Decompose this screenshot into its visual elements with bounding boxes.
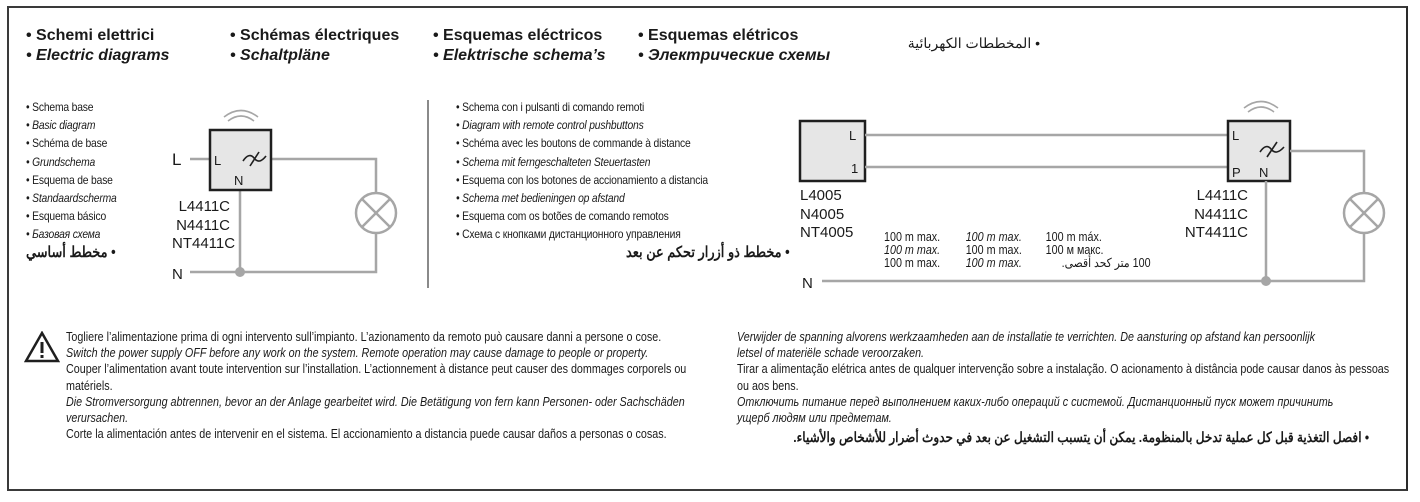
model-nt4005: NT4005 [800,224,854,241]
model-n4005: N4005 [800,205,845,223]
terminal-l-label: L [214,153,222,168]
title-english: • Electric diagrams [26,47,170,64]
basic-diagram [172,111,396,284]
label-es: • Esquema de base [26,172,113,187]
basic-model-list [172,198,236,254]
label-fr: • Schéma avec les boutons de commande à distance [456,136,691,151]
title-portuguese: • Esquemas elétricos [638,27,799,44]
label-ru: • Базовая схема [26,227,101,242]
max-distance-table [884,230,1151,273]
warning-ru: Отключить питание перед выполнением каких-либо операций с системой. Дистанционный пуск может причинить ущерб людям или предметам. [737,394,1334,426]
label-es: • Esquema con los botones de accionamiento a distancia [456,172,708,187]
label-fr: • Schéma de base [26,136,108,151]
model-n4411c: N4411C [1194,205,1248,223]
wireless-icon [1248,107,1274,112]
warning-text-right [737,329,1399,448]
title-arabic-text: • المخططات الكهربائية [907,35,1040,51]
label-en: • Basic diagram [26,118,96,133]
distance-it: 100 m max. [884,230,941,244]
title-german: • Schaltpläne [230,47,330,64]
warning-text-left [66,329,754,442]
label-de: • Grundschema [26,154,96,169]
distance-es: 100 m máx. [1045,230,1102,244]
distance-en: 100 m max. [884,243,941,257]
label-ar: • مخطط ذو أزرار تحكم عن بعد [626,243,790,261]
distance-ru: 100 м макс. [1045,243,1104,257]
label-pt: • Esquema básico [26,209,107,224]
lamp-icon [356,193,396,233]
label-ar: • مخطط أساسي [26,243,116,261]
model-nt4411c: NT4411C [172,235,236,252]
pushbutton-terminal-l: L [849,128,857,143]
neutral-label: N [172,266,183,283]
pushbutton-terminal-1: 1 [851,161,859,176]
model-n4411c: N4411C [176,216,230,234]
warning-es: Corte la alimentación antes de intervenir en el sistema. El accionamiento a distancia puede causar daños a personas o cosas. [66,427,667,442]
label-it: • Schema con i pulsanti di comando remoti [456,100,645,114]
dimmer-terminal-l: L [1232,128,1240,143]
label-it: • Schema base [26,100,94,114]
warning-nl: Verwijder de spanning alvorens werkzaamheden aan de installatie te verrichten. De aansturing op afstand kan persoonlijk letsel of materiële schade veroorzaken. [737,330,1316,361]
pushbutton-model-list [800,187,853,243]
wireless-icon [228,116,254,121]
warning-ar: • افصل التغذية قبل كل عملية تدخل بالمنظومة. يمكن أن يتسبب التشغيل عن بعد في حدوث أضرار للأشخاص والأشياء. [793,429,1370,446]
warning-it: Togliere l’alimentazione prima di ogni intervento sull’impianto. L’azionamento da remoto può causare danni a persone o cose. [66,330,662,344]
model-nt4411c: NT4411C [1184,224,1248,241]
distance-nl: 100 m max. [965,243,1022,257]
dimmer-terminal-n: N [1259,165,1269,180]
model-l4005: L4005 [800,187,842,204]
title-italian: • Schemi elettrici [26,27,155,44]
distance-pt: 100 m max. [965,256,1022,270]
line-in-label: L [172,150,182,169]
terminal-n-label: N [234,173,244,188]
lamp-icon [1344,193,1384,233]
label-nl: • Standaardscherma [26,191,117,206]
title-russian: • Электрические схемы [638,47,831,64]
label-de: • Schema mit ferngeschalteten Steuertasten [456,154,651,169]
label-ru: • Схема с кнопками дистанционного управления [456,227,681,242]
distance-fr: 100 m max. [884,256,941,270]
title-dutch: • Elektrische schema’s [433,47,606,64]
dimmer-model-list [1176,187,1248,243]
junction-dot [1261,276,1271,286]
warning-de: Die Stromversorgung abtrennen, bevor an der Anlage gearbeitet wird. Die Betätigung von fern kann Personen- oder Sachschäden verursachen. [66,394,685,426]
distance-ar: 100 متر كحد أقصى. [1061,256,1151,270]
dimmer-terminal-p: P [1232,165,1241,180]
label-pt: • Esquema com os botões de comando remotos [456,209,669,224]
label-nl: • Schema met bedieningen op afstand [456,191,625,206]
neutral-label: N [802,275,813,292]
title-spanish: • Esquemas eléctricos [433,27,603,44]
warning-fr: Couper l’alimentation avant toute intervention sur l’installation. L’actionnement à distance peut causer des dommages corporels ou matériels. [66,362,687,393]
warning-en: Switch the power supply OFF before any work on the system. Remote operation may cause damage to people or property. [66,346,649,361]
distance-de: 100 m max. [965,230,1022,244]
title-french: • Schémas électriques [230,27,400,44]
junction-dot [235,267,245,277]
wire-load [1290,151,1364,192]
warning-pt: Tirar a alimentação elétrica antes de qualquer intervenção sobre a instalação. O acionamento à distância pode causar danos às pessoas ou aos bens. [737,362,1390,393]
warning-triangle-icon [24,331,60,363]
wire-load [271,159,376,192]
model-l4411c: L4411C [178,198,230,215]
model-l4411c: L4411C [1196,187,1248,204]
label-en: • Diagram with remote control pushbuttons [456,118,644,133]
